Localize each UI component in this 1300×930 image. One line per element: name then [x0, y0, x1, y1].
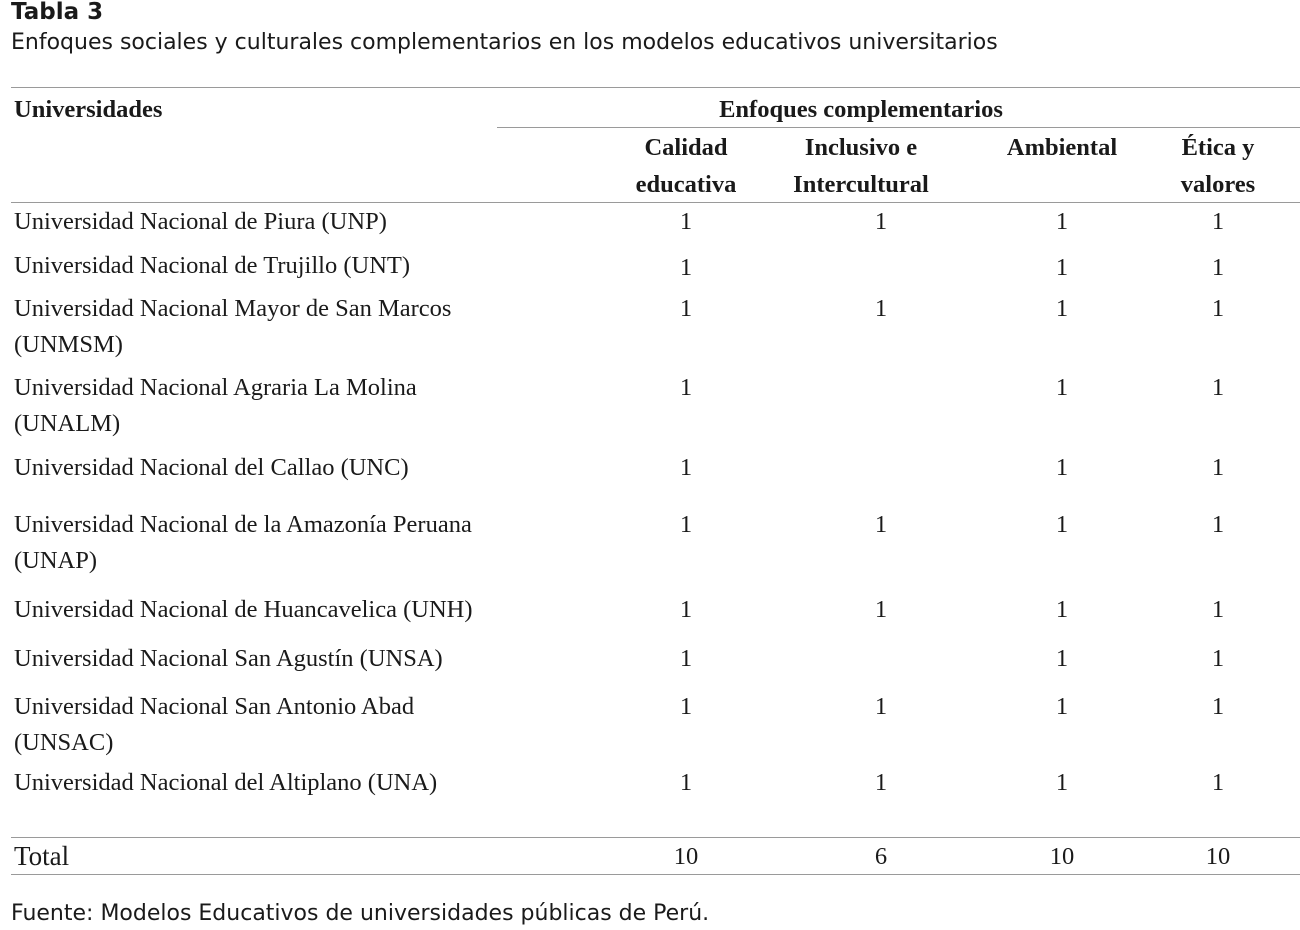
university-name: Universidad Nacional de Trujillo (UNT) [14, 252, 411, 279]
university-name: Universidad Nacional de la Amazonía Peruana [14, 511, 472, 538]
value-cell-inclusivo: 1 [874, 596, 888, 623]
university-name-continuation: (UNAP) [14, 547, 98, 574]
value-cell-calidad: 1 [679, 374, 693, 401]
column-header-etica: Ética y [1181, 134, 1255, 161]
value-cell-ambiental: 1 [1055, 693, 1069, 720]
column-group-header: Enfoques complementarios [719, 96, 1003, 123]
total-value-calidad: 10 [673, 843, 699, 870]
total-value-inclusivo: 6 [874, 843, 888, 870]
value-cell-inclusivo: 1 [874, 511, 888, 538]
university-name-continuation: (UNALM) [14, 410, 121, 437]
value-cell-calidad: 1 [679, 295, 693, 322]
value-cell-etica: 1 [1211, 454, 1225, 481]
value-cell-ambiental: 1 [1055, 374, 1069, 401]
total-top-rule [11, 837, 1300, 838]
value-cell-ambiental: 1 [1055, 596, 1069, 623]
total-value-ambiental: 10 [1049, 843, 1075, 870]
value-cell-etica: 1 [1211, 645, 1225, 672]
value-cell-etica: 1 [1211, 374, 1225, 401]
top-rule [11, 87, 1300, 88]
column-header-inclusivo-line2: Intercultural [793, 171, 929, 198]
row-header-label: Universidades [14, 96, 163, 123]
value-cell-ambiental: 1 [1055, 645, 1069, 672]
university-name: Universidad Nacional Mayor de San Marcos [14, 295, 452, 322]
column-header-calidad: Calidad [644, 134, 728, 161]
value-cell-calidad: 1 [679, 596, 693, 623]
column-header-calidad-line2: educativa [635, 171, 737, 198]
value-cell-calidad: 1 [679, 769, 693, 796]
table-label: Tabla 3 [11, 0, 104, 25]
column-header-inclusivo: Inclusivo e [804, 134, 918, 161]
university-name: Universidad Nacional de Piura (UNP) [14, 208, 387, 235]
value-cell-ambiental: 1 [1055, 769, 1069, 796]
university-name: Universidad Nacional San Agustín (UNSA) [14, 645, 443, 672]
value-cell-etica: 1 [1211, 596, 1225, 623]
university-name: Universidad Nacional del Callao (UNC) [14, 454, 409, 481]
university-name: Universidad Nacional San Antonio Abad [14, 693, 415, 720]
value-cell-ambiental: 1 [1055, 511, 1069, 538]
university-name: Universidad Nacional de Huancavelica (UNH) [14, 596, 473, 623]
value-cell-calidad: 1 [679, 254, 693, 281]
value-cell-inclusivo: 1 [874, 208, 888, 235]
university-name-continuation: (UNSAC) [14, 729, 114, 756]
total-label: Total [14, 841, 70, 871]
value-cell-calidad: 1 [679, 645, 693, 672]
value-cell-inclusivo: 1 [874, 295, 888, 322]
university-name: Universidad Nacional del Altiplano (UNA) [14, 769, 438, 796]
value-cell-calidad: 1 [679, 208, 693, 235]
column-header-ambiental: Ambiental [1006, 134, 1118, 161]
table-caption: Enfoques sociales y culturales complementarios en los modelos educativos universitarios [11, 30, 998, 55]
value-cell-ambiental: 1 [1055, 254, 1069, 281]
value-cell-calidad: 1 [679, 693, 693, 720]
value-cell-etica: 1 [1211, 693, 1225, 720]
value-cell-inclusivo: 1 [874, 769, 888, 796]
value-cell-calidad: 1 [679, 511, 693, 538]
university-name: Universidad Nacional Agraria La Molina [14, 374, 417, 401]
value-cell-etica: 1 [1211, 511, 1225, 538]
value-cell-etica: 1 [1211, 295, 1225, 322]
value-cell-etica: 1 [1211, 254, 1225, 281]
total-value-etica: 10 [1205, 843, 1231, 870]
university-name-continuation: (UNMSM) [14, 331, 123, 358]
source-note: Fuente: Modelos Educativos de universidades públicas de Perú. [11, 901, 710, 926]
value-cell-etica: 1 [1211, 769, 1225, 796]
value-cell-etica: 1 [1211, 208, 1225, 235]
value-cell-ambiental: 1 [1055, 208, 1069, 235]
value-cell-ambiental: 1 [1055, 454, 1069, 481]
column-header-etica-line2: valores [1180, 171, 1256, 198]
value-cell-calidad: 1 [679, 454, 693, 481]
value-cell-inclusivo: 1 [874, 693, 888, 720]
value-cell-ambiental: 1 [1055, 295, 1069, 322]
